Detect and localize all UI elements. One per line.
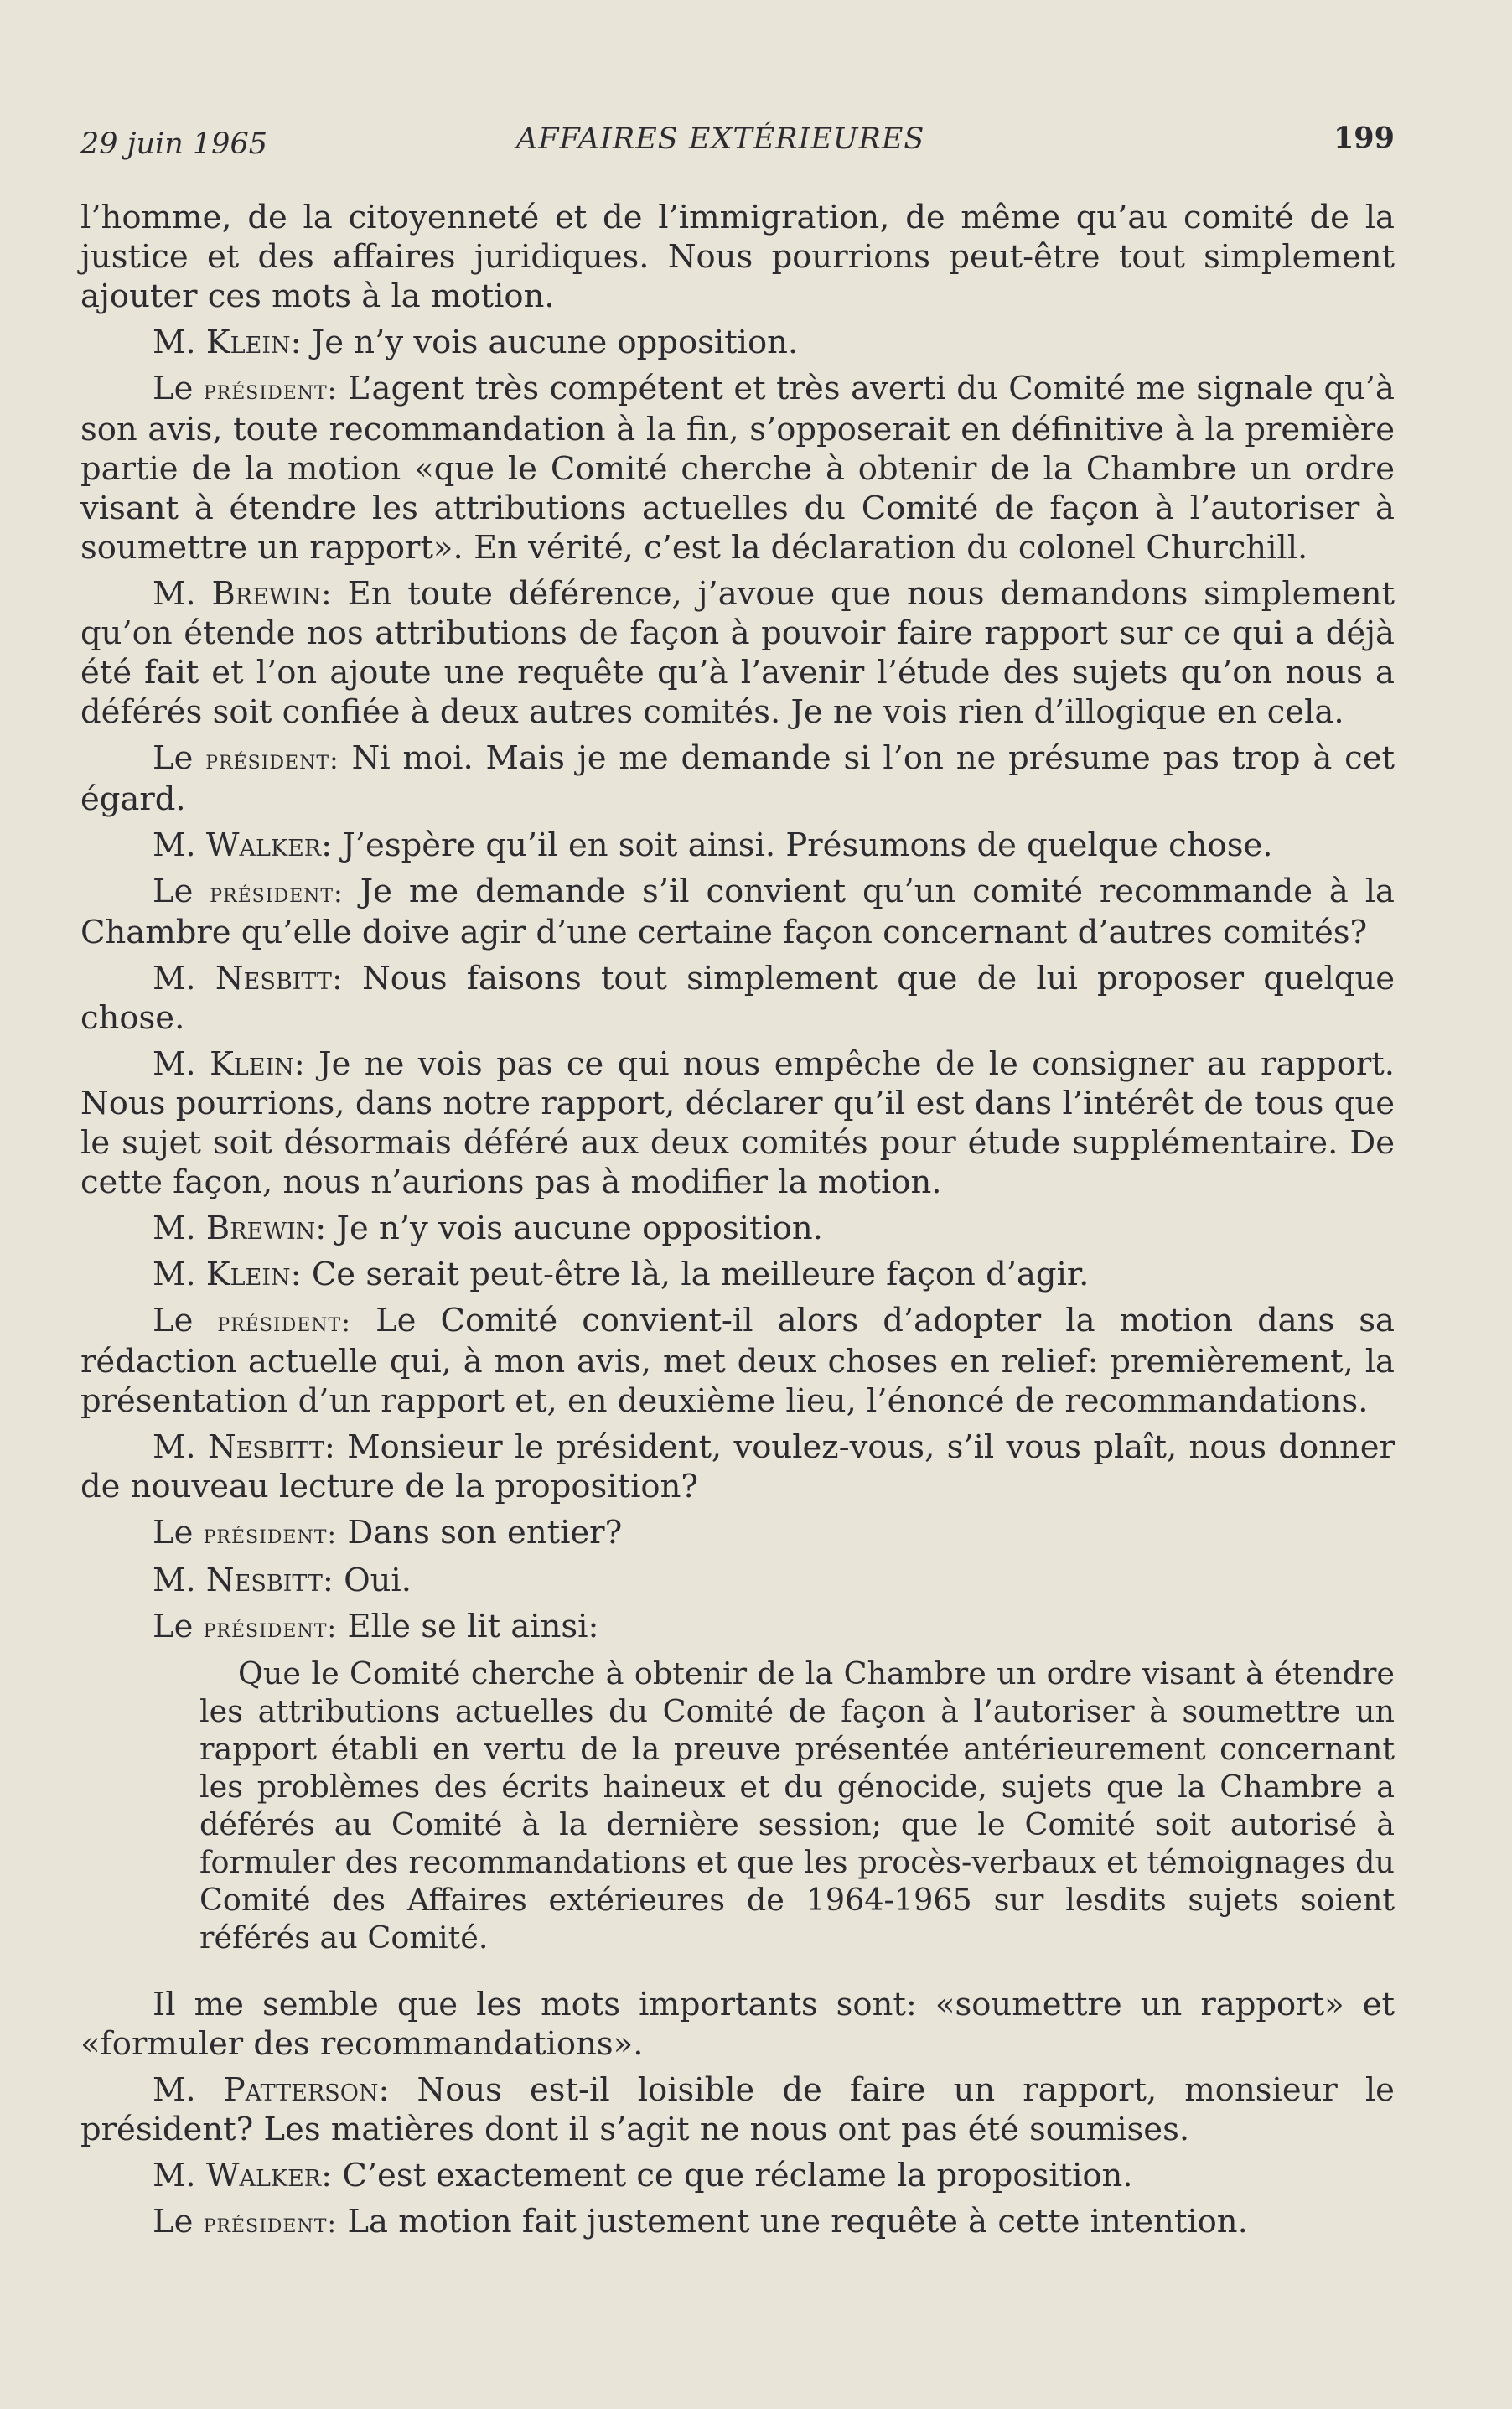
speaker-title: M. (153, 960, 196, 997)
paragraph (80, 323, 1395, 362)
speaker-title: M. (153, 1256, 196, 1293)
paragraph-text: Le Comité convient-il alors d’adopter la motion dans sa rédaction actuelle qui, à mon avis, met deux choses en relief: premièrement, la présentation d’un rapport et, en deuxième lieu, l’énoncé de recommandations. (80, 1302, 1395, 1420)
paragraph-text: Ce serait peut-être là, la meilleure façon d’agir. (311, 1256, 1090, 1293)
paragraph (80, 2202, 1395, 2243)
speaker-name: président: (210, 877, 344, 909)
speaker-name: Nesbitt: (205, 1562, 334, 1599)
paragraph (80, 1427, 1395, 1506)
body-text (80, 198, 1395, 2243)
speaker-title: Le (153, 1302, 194, 1339)
paragraph (80, 1044, 1395, 1202)
speaker-name: Walker: (205, 2157, 333, 2194)
header-date: 29 juin 1965 (80, 127, 267, 161)
paragraph-text: L’agent très compétent et très averti du Comité me signale qu’à son avis, toute recommandation à la fin, s’opposerait en définitive à la première partie de la motion «que le Comité cherche à obtenir de la Chambre un ordre visant à étendre les attributions actuelles du Comité de façon à l’autoriser à soumettre un rapport». En vérité, c’est la déclaration du colonel Churchill. (80, 370, 1395, 567)
paragraph-text: Oui. (344, 1562, 412, 1599)
paragraph (80, 198, 1395, 316)
speaker-name: président: (203, 374, 338, 406)
paragraph-text: Je n’y vois aucune opposition. (311, 324, 799, 361)
speaker-name: président: (205, 743, 339, 775)
speaker-name: Brewin: (211, 575, 332, 613)
paragraph (80, 1985, 1395, 2064)
paragraph-text: Dans son entier? (347, 1514, 623, 1552)
paragraph (80, 2156, 1395, 2195)
paragraph-text: Nous faisons tout simplement que de lui proposer quelque chose. (80, 960, 1395, 1037)
paragraph-text: Nous est-il loisible de faire un rapport, monsieur le président? Les matières dont il s’agit ne nous ont pas été soumises. (80, 2071, 1395, 2148)
paragraph (80, 369, 1395, 567)
speaker-name: président: (203, 1612, 338, 1644)
speaker-name: Klein: (210, 1045, 305, 1083)
paragraph (80, 1301, 1395, 1421)
paragraph-text: Je ne vois pas ce qui nous empêche de le consigner au rapport. Nous pourrions, dans notre rapport, déclarer qu’il est dans l’intérêt de tous que le sujet soit désormais déféré aux deux comités pour étude supplémentaire. De cette façon, nous n’aurions pas à modifier la motion. (80, 1045, 1395, 1201)
page-number: 199 (1333, 121, 1395, 155)
paragraph-text: Je n’y vois aucune opposition. (336, 1210, 823, 1247)
speaker-name: Brewin: (205, 1210, 327, 1247)
speaker-name: président: (203, 2207, 338, 2239)
speaker-title: M. (153, 575, 196, 613)
paragraph (80, 574, 1395, 732)
motion-quote: Que le Comité cherche à obtenir de la Chambre un ordre visant à étendre les attributions actuelles du Comité de façon à l’autoriser à soumettre un rapport établi en vertu de la preuve présentée antérieurement concernant les problèmes des écrits haineux et du génocide, sujets que la Chambre a déférés au Comité à la dernière session; que le Comité soit autorisé à formuler des recommandations et que les procès-verbaux et témoignages du Comité des Affaires extérieures de 1964-1965 sur lesdits sujets soient référés au Comité. (199, 1655, 1395, 1956)
speaker-title: M. (153, 1045, 196, 1083)
speaker-name: Nesbitt: (215, 960, 343, 997)
speaker-name: Walker: (205, 826, 333, 864)
speaker-name: Klein: (205, 1256, 302, 1293)
paragraph-text: Elle se lit ainsi: (347, 1608, 599, 1645)
speaker-name: président: (217, 1306, 352, 1338)
speaker-title: Le (153, 370, 194, 407)
speaker-title: Le (153, 873, 194, 910)
paragraph (80, 1607, 1395, 1648)
paragraph (80, 738, 1395, 819)
paragraph-text: J’espère qu’il en soit ainsi. Présumons de quelque chose. (342, 826, 1273, 864)
paragraph-text: Je me demande s’il convient qu’un comité recommande à la Chambre qu’elle doive agir d’une certaine façon concernant d’autres comités? (80, 873, 1395, 951)
speaker-title: Le (153, 2203, 194, 2241)
paragraph-text: Monsieur le président, voulez-vous, s’il vous plaît, nous donner de nouveau lecture de la proposition? (80, 1428, 1395, 1505)
speaker-title: M. (153, 2157, 196, 2194)
paragraph (80, 872, 1395, 952)
paragraph-text: l’homme, de la citoyenneté et de l’immigration, de même qu’au comité de la justice et des affaires juridiques. Nous pourrions peut-être tout simplement ajouter ces mots à la motion. (80, 199, 1395, 315)
paragraph (80, 1561, 1395, 1600)
paragraph-text: C’est exactement ce que réclame la proposition. (342, 2157, 1133, 2194)
paragraph-text: Ni moi. Mais je me demande si l’on ne présume pas trop à cet égard. (80, 739, 1395, 818)
paragraph (80, 1513, 1395, 1554)
speaker-name: président: (203, 1518, 338, 1550)
speaker-name: Klein: (205, 324, 302, 361)
speaker-title: M. (153, 1210, 196, 1247)
speaker-title: Le (153, 1514, 194, 1552)
speaker-title: M. (153, 1428, 196, 1466)
paragraph (80, 1255, 1395, 1294)
speaker-title: Le (153, 1608, 194, 1645)
speaker-name: Patterson: (223, 2071, 390, 2109)
paragraph (80, 2070, 1395, 2149)
speaker-title: M. (153, 324, 196, 361)
paragraph (80, 959, 1395, 1038)
paragraph (80, 1209, 1395, 1248)
speaker-title: Le (153, 739, 194, 777)
paragraph-text: En toute déférence, j’avoue que nous demandons simplement qu’on étende nos attributions de façon à pouvoir faire rapport sur ce qui a déjà été fait et l’on ajoute une requête qu’à l’avenir l’étude des sujets qu’on nous a déférés soit confiée à deux autres comités. Je ne vois rien d’illogique en cela. (80, 575, 1395, 731)
header-title: AFFAIRES EXTÉRIEURES (516, 122, 925, 156)
speaker-title: M. (153, 826, 196, 864)
paragraph-text: La motion fait justement une requête à cette intention. (347, 2203, 1248, 2241)
paragraph (80, 826, 1395, 865)
speaker-title: M. (153, 1562, 196, 1599)
page-header (80, 116, 1395, 166)
speaker-title: M. (153, 2071, 196, 2109)
paragraph-text: Il me semble que les mots importants sont: «soumettre un rapport» et «formuler des recommandations». (80, 1986, 1395, 2063)
speaker-name: Nesbitt: (207, 1428, 335, 1466)
